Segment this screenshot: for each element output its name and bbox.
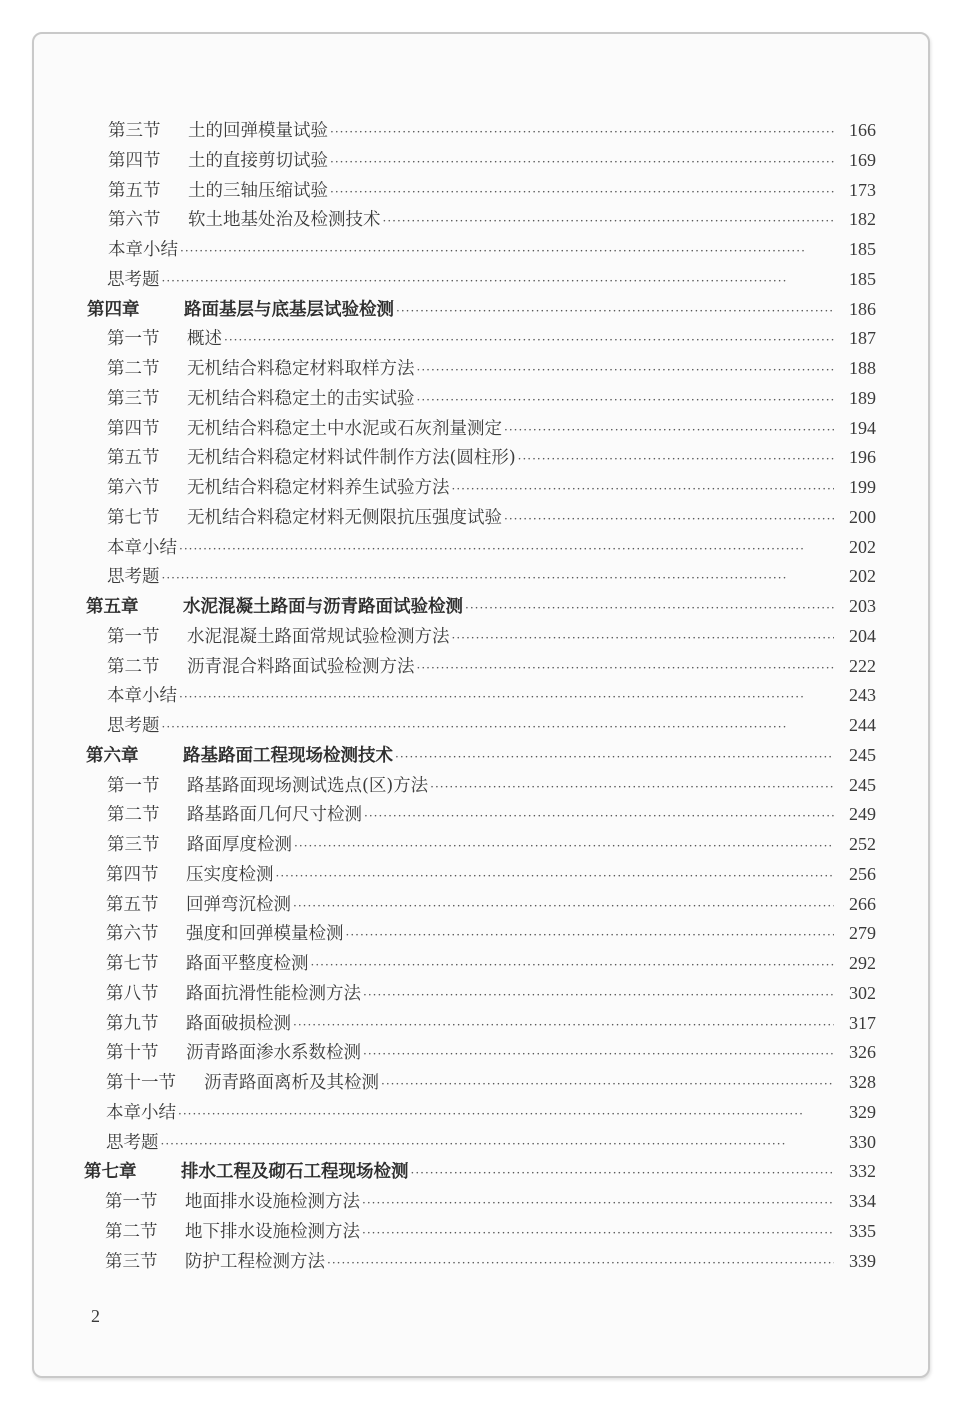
toc-entry-section bbox=[107, 771, 876, 799]
section-number: 第四节 bbox=[108, 150, 161, 171]
dot-leader bbox=[293, 1011, 834, 1039]
entry-page-number: 202 bbox=[849, 566, 876, 587]
toc-entry-section bbox=[106, 890, 876, 918]
entry-title: 无机结合料稳定材料无侧限抗压强度试验 bbox=[187, 507, 502, 528]
entry-title: 思考题 bbox=[107, 716, 160, 736]
chapter-number: 第五章 bbox=[86, 597, 139, 617]
entry-title: 无机结合料稳定土中水泥或石灰剂量测定 bbox=[187, 418, 502, 439]
dot-leader bbox=[364, 802, 834, 830]
entry-page-number: 335 bbox=[849, 1220, 876, 1241]
entry-title: 沥青混合料路面试验检测方法 bbox=[187, 656, 415, 677]
entry-page-number: 245 bbox=[849, 744, 876, 765]
entry-title: 土的三轴压缩试验 bbox=[188, 180, 328, 201]
dot-leader bbox=[362, 1219, 834, 1247]
entry-title: 本章小结 bbox=[107, 686, 177, 707]
entry-title: 思考题 bbox=[107, 269, 160, 290]
dot-leader bbox=[330, 178, 834, 206]
toc-entry-section bbox=[106, 919, 876, 947]
entry-title: 思考题 bbox=[107, 567, 160, 588]
entry-page-number: 330 bbox=[849, 1131, 876, 1152]
entry-title: 思考题 bbox=[106, 1132, 159, 1153]
entry-title: 压实度检测 bbox=[186, 864, 274, 885]
section-number: 第六节 bbox=[106, 924, 159, 945]
dot-leader bbox=[430, 773, 834, 801]
entry-page-number: 185 bbox=[849, 239, 876, 259]
section-number: 第三节 bbox=[107, 388, 160, 409]
section-number: 第一节 bbox=[107, 626, 160, 647]
entry-title: 无机结合料稳定材料取样方法 bbox=[187, 359, 415, 379]
entry-title: 防护工程检测方法 bbox=[185, 1251, 325, 1272]
entry-page-number: 182 bbox=[849, 209, 876, 230]
entry-title: 本章小结 bbox=[108, 240, 178, 260]
dot-leader bbox=[362, 1189, 834, 1217]
dot-leader bbox=[363, 1040, 834, 1068]
page-number: 2 bbox=[91, 1306, 100, 1326]
entry-title: 无机结合料稳定材料试件制作方法(圆柱形) bbox=[187, 448, 516, 469]
entry-page-number: 173 bbox=[849, 179, 876, 200]
section-number: 第三节 bbox=[107, 835, 160, 855]
toc-entry-section bbox=[106, 1068, 876, 1096]
entry-page-number: 279 bbox=[849, 923, 876, 944]
entry-title: 土的直接剪切试验 bbox=[188, 150, 328, 171]
entry-title: 路面基层与底基层试验检测 bbox=[184, 299, 394, 320]
entry-page-number: 243 bbox=[849, 685, 876, 706]
dot-leader bbox=[180, 237, 834, 265]
entry-page-number: 266 bbox=[849, 893, 876, 914]
section-number: 第十节 bbox=[106, 1043, 159, 1064]
entry-title: 路面平整度检测 bbox=[186, 954, 309, 974]
toc-entry-section bbox=[105, 1247, 876, 1275]
toc-entry-section bbox=[106, 860, 876, 888]
chapter-number: 第四章 bbox=[87, 299, 140, 320]
entry-title: 排水工程及砌石工程现场检测 bbox=[181, 1162, 409, 1183]
toc-entry-section bbox=[107, 830, 876, 858]
toc-entry-summary bbox=[107, 265, 876, 293]
toc-entry-section bbox=[106, 1038, 876, 1066]
dot-leader bbox=[417, 356, 835, 384]
dot-leader bbox=[363, 981, 834, 1009]
dot-leader bbox=[346, 921, 835, 949]
dot-leader bbox=[330, 148, 834, 176]
dot-leader bbox=[327, 1249, 834, 1277]
entry-page-number: 166 bbox=[849, 120, 876, 140]
entry-page-number: 244 bbox=[849, 715, 876, 735]
toc-entry-section bbox=[108, 116, 876, 144]
dot-leader bbox=[179, 535, 834, 563]
section-number: 第七节 bbox=[107, 507, 160, 528]
toc-entry-section bbox=[107, 354, 876, 382]
entry-page-number: 186 bbox=[849, 298, 876, 319]
dot-leader bbox=[465, 594, 834, 622]
toc-entry-section bbox=[108, 176, 876, 204]
toc-entry-section bbox=[107, 324, 876, 352]
toc-entry-section bbox=[107, 443, 876, 471]
toc-entry-summary bbox=[106, 1098, 876, 1126]
section-number: 第二节 bbox=[105, 1221, 158, 1242]
section-number: 第一节 bbox=[107, 329, 160, 350]
dot-leader bbox=[162, 713, 835, 741]
toc-entry-chapter bbox=[86, 741, 876, 769]
section-number: 第二节 bbox=[107, 656, 160, 677]
toc-entry-section bbox=[106, 979, 876, 1007]
entry-title: 回弹弯沉检测 bbox=[186, 894, 291, 915]
entry-title: 本章小结 bbox=[107, 537, 177, 558]
entry-title: 路基路面几何尺寸检测 bbox=[187, 805, 362, 826]
entry-title: 地面排水设施检测方法 bbox=[185, 1192, 360, 1212]
dot-leader bbox=[452, 624, 835, 652]
section-number: 第一节 bbox=[107, 775, 160, 796]
entry-page-number: 202 bbox=[849, 536, 876, 557]
dot-leader bbox=[161, 1130, 835, 1158]
dot-leader bbox=[276, 862, 835, 890]
entry-page-number: 245 bbox=[849, 774, 876, 795]
entry-page-number: 169 bbox=[849, 149, 876, 170]
section-number: 第五节 bbox=[108, 180, 161, 201]
dot-leader bbox=[383, 207, 835, 235]
entry-page-number: 200 bbox=[849, 506, 876, 527]
dot-leader bbox=[396, 297, 834, 325]
dot-leader bbox=[504, 505, 834, 533]
toc-entry-chapter bbox=[84, 1157, 876, 1185]
entry-page-number: 189 bbox=[849, 387, 876, 408]
section-number: 第八节 bbox=[106, 983, 159, 1004]
entry-page-number: 199 bbox=[849, 477, 876, 497]
dot-leader bbox=[330, 118, 834, 146]
entry-title: 土的回弹模量试验 bbox=[188, 121, 328, 141]
entry-title: 水泥混凝土路面与沥青路面试验检测 bbox=[183, 597, 463, 617]
section-number: 第三节 bbox=[105, 1251, 158, 1272]
dot-leader bbox=[293, 892, 834, 920]
entry-title: 无机结合料稳定材料养生试验方法 bbox=[187, 478, 450, 498]
entry-title: 沥青路面渗水系数检测 bbox=[186, 1043, 361, 1064]
dot-leader bbox=[294, 832, 834, 860]
entry-page-number: 204 bbox=[849, 625, 876, 646]
entry-page-number: 302 bbox=[849, 982, 876, 1003]
entry-title: 概述 bbox=[187, 329, 222, 350]
toc-entry-section bbox=[107, 414, 876, 442]
toc-entry-chapter bbox=[87, 295, 876, 323]
toc-entry-chapter bbox=[86, 592, 876, 620]
dot-leader bbox=[381, 1070, 834, 1098]
section-number: 第一节 bbox=[105, 1192, 158, 1212]
toc-entry-section bbox=[106, 1009, 876, 1037]
entry-title: 水泥混凝土路面常规试验检测方法 bbox=[187, 626, 450, 647]
entry-page-number: 222 bbox=[849, 655, 876, 676]
entry-page-number: 332 bbox=[849, 1161, 876, 1182]
entry-page-number: 194 bbox=[849, 417, 876, 438]
entry-title: 强度和回弹模量检测 bbox=[186, 924, 344, 945]
dot-leader bbox=[224, 326, 834, 354]
chapter-number: 第六章 bbox=[86, 745, 139, 766]
toc-entry-section bbox=[108, 205, 876, 233]
toc-entry-summary bbox=[107, 681, 876, 709]
entry-title: 地下排水设施检测方法 bbox=[185, 1221, 360, 1242]
toc-entry-section bbox=[108, 146, 876, 174]
entry-title: 本章小结 bbox=[106, 1102, 176, 1123]
entry-page-number: 203 bbox=[849, 596, 876, 616]
toc-entry-section bbox=[105, 1217, 876, 1245]
entry-page-number: 334 bbox=[849, 1191, 876, 1211]
entry-title: 路基路面现场测试选点(区)方法 bbox=[187, 775, 429, 796]
section-number: 第四节 bbox=[107, 418, 160, 439]
entry-title: 路面抗滑性能检测方法 bbox=[186, 983, 361, 1004]
entry-page-number: 185 bbox=[849, 268, 876, 289]
dot-leader bbox=[518, 445, 834, 473]
entry-title: 沥青路面离析及其检测 bbox=[204, 1073, 379, 1093]
dot-leader bbox=[179, 683, 834, 711]
toc-entry-summary bbox=[107, 711, 876, 739]
entry-page-number: 339 bbox=[849, 1250, 876, 1271]
section-number: 第五节 bbox=[106, 894, 159, 915]
chapter-number: 第七章 bbox=[84, 1162, 137, 1183]
dot-leader bbox=[162, 564, 835, 592]
section-number: 第二节 bbox=[107, 805, 160, 826]
entry-title: 路基路面工程现场检测技术 bbox=[183, 745, 393, 766]
toc-entry-section bbox=[105, 1187, 876, 1215]
dot-leader bbox=[162, 267, 835, 295]
dot-leader bbox=[395, 743, 834, 771]
dot-leader bbox=[178, 1100, 834, 1128]
dot-leader bbox=[417, 654, 835, 682]
entry-title: 软土地基处治及检测技术 bbox=[188, 210, 381, 231]
entry-page-number: 252 bbox=[849, 834, 876, 854]
section-number: 第三节 bbox=[108, 121, 161, 141]
dot-leader bbox=[411, 1159, 835, 1187]
entry-page-number: 249 bbox=[849, 804, 876, 825]
toc-entry-section bbox=[107, 800, 876, 828]
dot-leader bbox=[417, 386, 835, 414]
entry-page-number: 256 bbox=[849, 863, 876, 884]
section-number: 第四节 bbox=[106, 864, 159, 885]
dot-leader bbox=[452, 475, 835, 503]
section-number: 第六节 bbox=[108, 210, 161, 231]
entry-page-number: 326 bbox=[849, 1042, 876, 1063]
entry-title: 无机结合料稳定土的击实试验 bbox=[187, 388, 415, 409]
dot-leader bbox=[311, 951, 835, 979]
entry-title: 路面破损检测 bbox=[186, 1013, 291, 1034]
toc-entry-section bbox=[107, 503, 876, 531]
toc-entry-section bbox=[106, 949, 876, 977]
section-number: 第十一节 bbox=[106, 1073, 176, 1093]
entry-page-number: 329 bbox=[849, 1101, 876, 1122]
entry-page-number: 292 bbox=[849, 953, 876, 973]
entry-page-number: 328 bbox=[849, 1072, 876, 1092]
entry-page-number: 187 bbox=[849, 328, 876, 349]
toc-entry-summary bbox=[107, 562, 876, 590]
section-number: 第二节 bbox=[107, 359, 160, 379]
section-number: 第六节 bbox=[107, 478, 160, 498]
toc-entry-section bbox=[107, 473, 876, 501]
entry-page-number: 317 bbox=[849, 1012, 876, 1033]
section-number: 第九节 bbox=[106, 1013, 159, 1034]
toc-entry-summary bbox=[107, 533, 876, 561]
entry-title: 路面厚度检测 bbox=[187, 835, 292, 855]
toc-entry-summary bbox=[108, 235, 876, 263]
section-number: 第五节 bbox=[107, 448, 160, 469]
toc-entry-section bbox=[107, 622, 876, 650]
toc-entry-section bbox=[107, 384, 876, 412]
dot-leader bbox=[504, 416, 834, 444]
toc-entry-summary bbox=[106, 1128, 876, 1156]
entry-page-number: 196 bbox=[849, 447, 876, 468]
entry-page-number: 188 bbox=[849, 358, 876, 378]
section-number: 第七节 bbox=[106, 954, 159, 974]
toc-entry-section bbox=[107, 652, 876, 680]
